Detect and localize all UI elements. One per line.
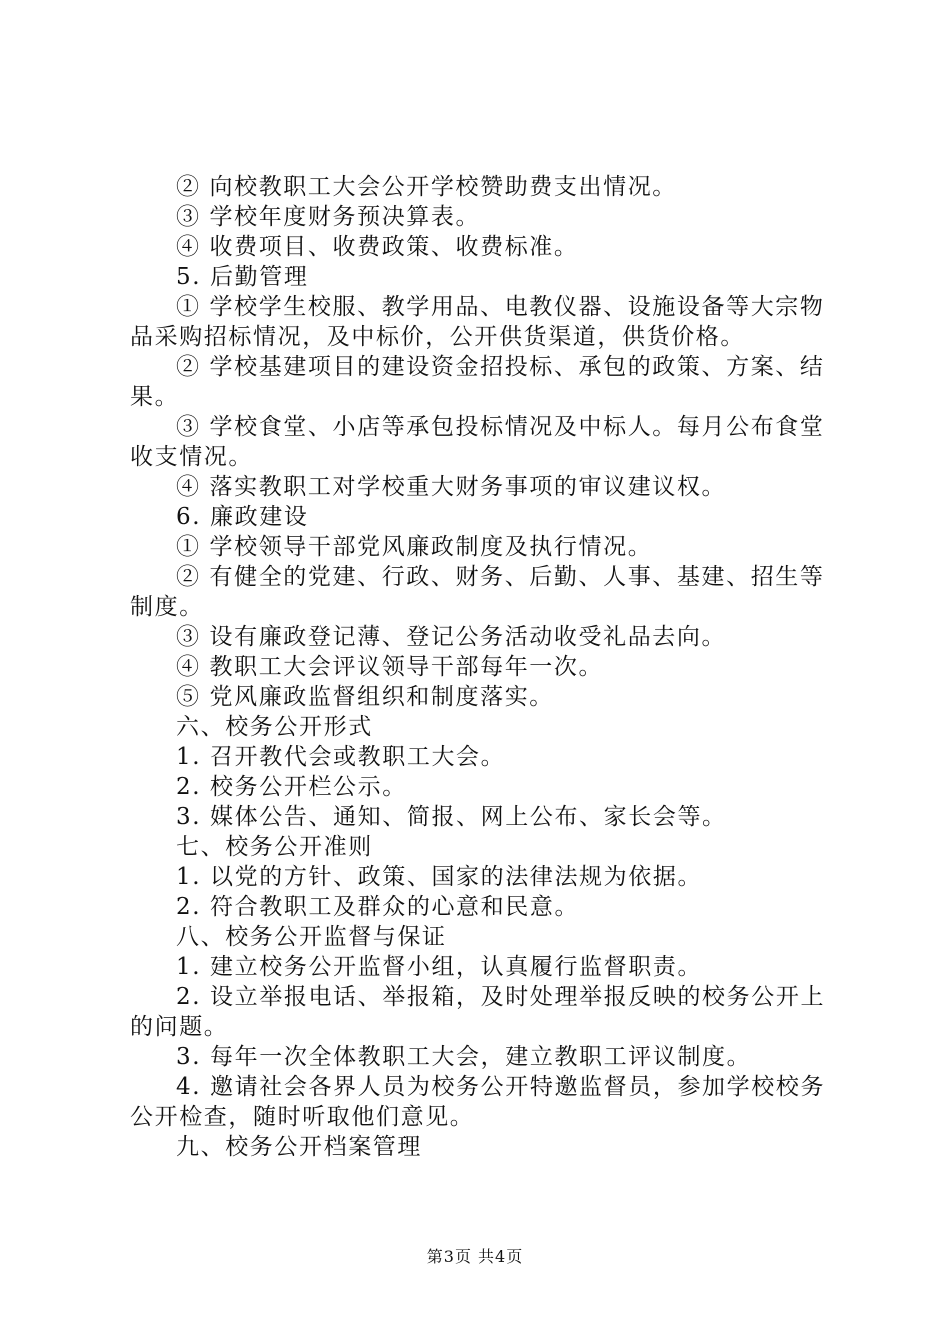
paragraph-14: ⑤ 党风廉政监督组织和制度落实。 xyxy=(176,684,554,710)
section-heading-9: 九、校务公开档案管理 xyxy=(176,1134,422,1160)
page-number: 第3页 共4页 xyxy=(426,1247,524,1266)
section-heading-7: 七、校务公开准则 xyxy=(176,834,373,860)
paragraph-17: 2. 校务公开栏公示。 xyxy=(176,774,407,800)
section-heading-integrity: 6. 廉政建设 xyxy=(176,504,309,530)
paragraph-21: 2. 符合教职工及群众的心意和民意。 xyxy=(176,894,580,920)
paragraph-7: ③ 学校食堂、小店等承包投标情况及中标人。每月公布食堂收支情况。 xyxy=(130,414,825,470)
paragraph-24: 2. 设立举报电话、举报箱，及时处理举报反映的校务公开上的问题。 xyxy=(130,984,826,1040)
paragraph-6: ② 学校基建项目的建设资金招投标、承包的政策、方案、结果。 xyxy=(130,354,825,410)
section-heading-logistics: 5. 后勤管理 xyxy=(176,264,309,290)
paragraph-12: ③ 设有廉政登记薄、登记公务活动收受礼品去向。 xyxy=(176,624,727,650)
paragraph-20: 1. 以党的方针、政策、国家的法律法规为依据。 xyxy=(176,864,703,890)
paragraph-13: ④ 教职工大会评议领导干部每年一次。 xyxy=(176,654,604,680)
paragraph-2: ③ 学校年度财务预决算表。 xyxy=(176,204,481,230)
paragraph-8: ④ 落实教职工对学校重大财务事项的审议建议权。 xyxy=(176,474,727,500)
paragraph-25: 3. 每年一次全体教职工大会，建立教职工评议制度。 xyxy=(176,1044,752,1070)
paragraph-23: 1. 建立校务公开监督小组，认真履行监督职责。 xyxy=(176,954,703,980)
paragraph-3: ④ 收费项目、收费政策、收费标准。 xyxy=(176,234,579,260)
paragraph-1: ② 向校教职工大会公开学校赞助费支出情况。 xyxy=(176,174,677,200)
document-body xyxy=(130,172,830,1162)
paragraph-10: ① 学校领导干部党风廉政制度及执行情况。 xyxy=(176,534,653,560)
paragraph-18: 3. 媒体公告、通知、简报、网上公布、家长会等。 xyxy=(176,804,727,830)
paragraph-26: 4. 邀请社会各界人员为校务公开特邀监督员，参加学校校务公开检查，随时听取他们意见。 xyxy=(130,1074,826,1130)
paragraph-5: ① 学校学生校服、教学用品、电教仪器、设施设备等大宗物品采购招标情况，及中标价，公开供货渠道，供货价格。 xyxy=(130,294,825,350)
section-heading-6: 六、校务公开形式 xyxy=(176,714,373,740)
section-heading-8: 八、校务公开监督与保证 xyxy=(176,924,447,950)
paragraph-11: ② 有健全的党建、行政、财务、后勤、人事、基建、招生等制度。 xyxy=(130,564,825,620)
paragraph-16: 1. 召开教代会或教职工大会。 xyxy=(176,744,506,770)
